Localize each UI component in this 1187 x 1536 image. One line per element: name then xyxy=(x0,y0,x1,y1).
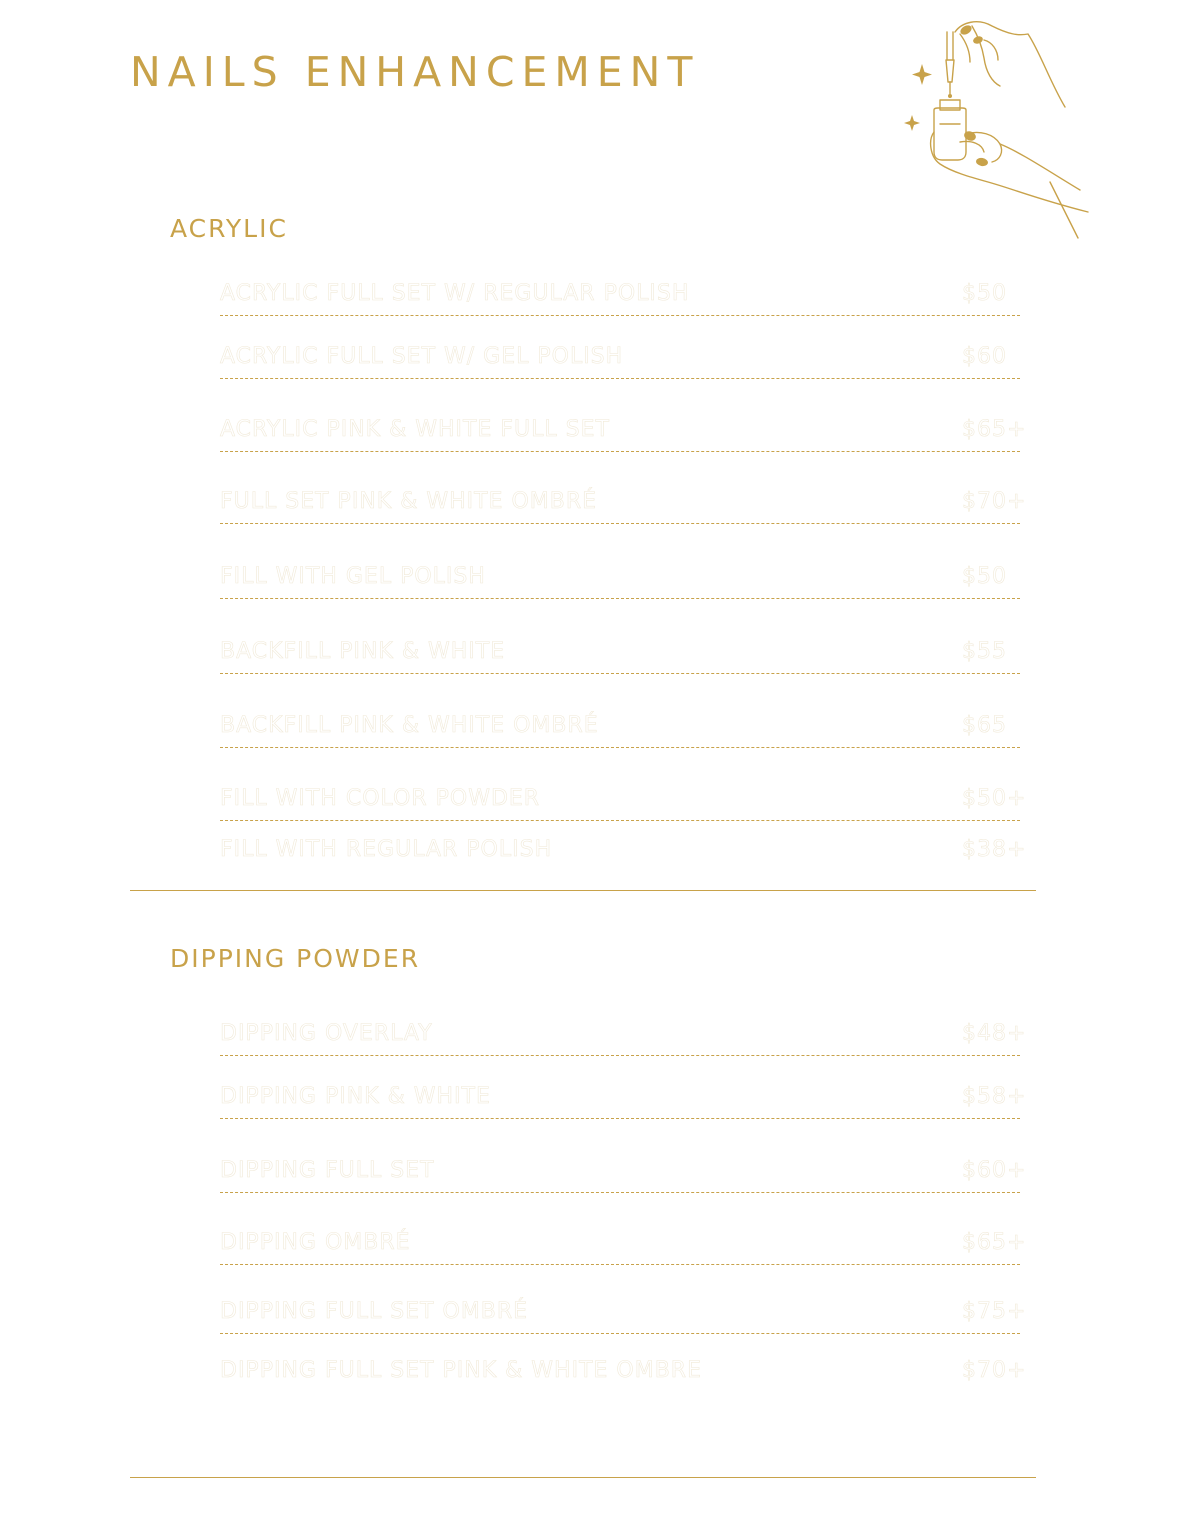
service-name: DIPPING FULL SET OMBRÉ xyxy=(220,1299,529,1324)
list-item xyxy=(220,1193,1027,1265)
hand-holding-nail-polish-icon xyxy=(900,12,1100,242)
list-item xyxy=(220,1056,1027,1119)
service-price: $58+ xyxy=(962,1084,1027,1109)
section-heading-dipping-powder: DIPPING POWDER xyxy=(170,944,421,973)
service-price: $38+ xyxy=(962,837,1027,862)
service-price: $70+ xyxy=(962,1358,1027,1383)
page-title: NAILS ENHANCEMENT xyxy=(130,48,700,96)
service-name: FILL WITH REGULAR POLISH xyxy=(220,837,553,862)
section-divider xyxy=(130,1477,1036,1478)
service-name: BACKFILL PINK & WHITE xyxy=(220,639,506,664)
list-item xyxy=(220,452,1027,524)
list-item xyxy=(220,821,1027,871)
service-price: $70+ xyxy=(962,489,1027,514)
service-price: $48+ xyxy=(962,1021,1027,1046)
service-name: ACRYLIC PINK & WHITE FULL SET xyxy=(220,417,610,442)
list-item xyxy=(220,316,1020,379)
service-price: $60+ xyxy=(962,1158,1027,1183)
list-item xyxy=(220,1334,1027,1392)
service-name: ACRYLIC FULL SET W/ GEL POLISH xyxy=(220,344,624,369)
list-item xyxy=(220,1119,1027,1193)
list-item xyxy=(220,674,1020,748)
service-name: FILL WITH GEL POLISH xyxy=(220,564,486,589)
service-name: FULL SET PINK & WHITE OMBRÉ xyxy=(220,489,598,514)
section-heading-acrylic: ACRYLIC xyxy=(170,214,288,243)
service-price: $50 xyxy=(962,564,1007,589)
list-item xyxy=(220,992,1027,1056)
service-name: DIPPING PINK & WHITE xyxy=(220,1084,491,1109)
service-name: DIPPING OMBRÉ xyxy=(220,1230,411,1255)
service-price: $60 xyxy=(962,344,1007,369)
service-name: DIPPING FULL SET PINK & WHITE OMBRE xyxy=(220,1358,702,1383)
list-item xyxy=(220,524,1020,599)
service-price: $55 xyxy=(962,639,1007,664)
service-name: DIPPING FULL SET xyxy=(220,1158,435,1183)
service-price: $65+ xyxy=(962,417,1027,442)
list-item xyxy=(220,1265,1027,1334)
service-price: $75+ xyxy=(962,1299,1027,1324)
list-item xyxy=(220,379,1027,452)
service-name: DIPPING OVERLAY xyxy=(220,1021,433,1046)
list-item xyxy=(220,250,1020,316)
service-price: $65+ xyxy=(962,1230,1027,1255)
acrylic-price-list xyxy=(220,250,1027,871)
service-price: $50 xyxy=(962,281,1007,306)
service-name: BACKFILL PINK & WHITE OMBRÉ xyxy=(220,713,599,738)
list-item xyxy=(220,748,1027,821)
service-name: FILL WITH COLOR POWDER xyxy=(220,786,541,811)
section-divider xyxy=(130,890,1036,891)
list-item xyxy=(220,599,1020,674)
dipping-powder-price-list xyxy=(220,992,1027,1392)
service-name: ACRYLIC FULL SET W/ REGULAR POLISH xyxy=(220,281,690,306)
service-price: $65 xyxy=(962,713,1007,738)
service-price: $50+ xyxy=(962,786,1027,811)
